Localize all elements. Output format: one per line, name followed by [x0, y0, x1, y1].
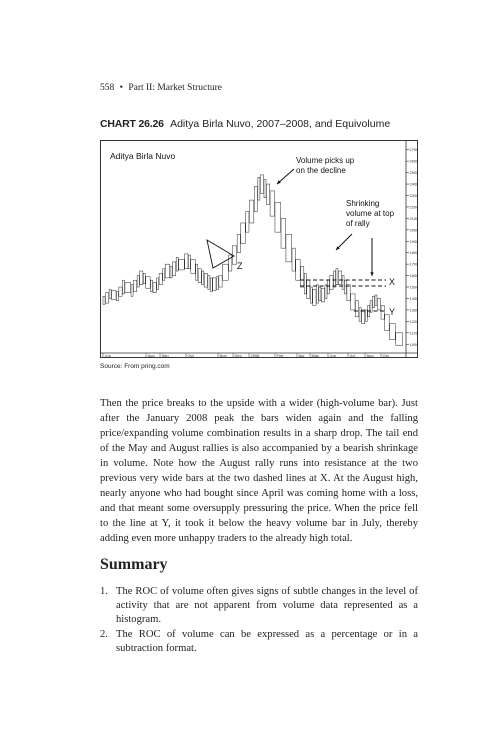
- equivolume-bar: [208, 276, 210, 290]
- equivolume-bar: [338, 271, 341, 285]
- chart-frame: [101, 141, 418, 358]
- annotation-shrinking-volume: Shrinking volume at top of rally: [346, 199, 395, 228]
- equivolume-bar: [140, 271, 143, 285]
- equivolume-bar: [202, 271, 204, 285]
- y-tick-label: 2000: [409, 227, 418, 233]
- y-tick-label: 1900: [409, 238, 418, 244]
- equivolume-bar: [137, 276, 139, 287]
- summary-item: [100, 585, 418, 627]
- equivolume-bar: [185, 254, 188, 269]
- equivolume-bar: [213, 278, 216, 291]
- label-x: X: [389, 277, 396, 287]
- equivolume-bar: [179, 260, 185, 270]
- chart-caption: [100, 118, 390, 130]
- y-tick-label: 2400: [409, 181, 418, 187]
- equivolume-bar: [258, 177, 260, 200]
- y-tick-label: 1500: [409, 284, 418, 290]
- x-tick-label: May: [311, 353, 320, 358]
- equivolume-bar: [237, 234, 240, 252]
- equivolume-bar: [307, 280, 310, 298]
- equivolume-bar: [344, 280, 346, 294]
- equivolume-bar: [170, 266, 172, 277]
- label-z: Z: [237, 261, 243, 271]
- equivolume-bar: [173, 262, 176, 276]
- equivolume-bar: [246, 212, 249, 233]
- equivolume-bar: [157, 278, 159, 289]
- x-tick-label: Aug: [147, 353, 155, 358]
- equivolume-bar: [286, 234, 292, 261]
- y-tick-label: 2100: [409, 215, 418, 221]
- y-tick-label: 2300: [409, 193, 418, 198]
- equivolume-bar: [333, 271, 335, 287]
- equivolume-bar: [210, 278, 212, 292]
- equivolume-bar: [292, 248, 295, 271]
- equivolume-bar: [351, 294, 355, 310]
- x-tick-label: Aug: [366, 353, 374, 358]
- equivolume-bar: [275, 202, 281, 232]
- x-tick-label: Apr: [298, 353, 305, 358]
- equivolume-bar: [270, 191, 274, 216]
- y-tick-label: 1800: [409, 250, 418, 256]
- equivolume-bar: [342, 276, 344, 290]
- equivolume-bar: [347, 285, 350, 301]
- equivolume-bar: [223, 264, 229, 280]
- equivolume-bar: [153, 282, 156, 292]
- equivolume-bar: [260, 175, 263, 193]
- equivolume-bar: [375, 295, 377, 305]
- chart-source: Source: From pring.com: [100, 363, 170, 370]
- equivolume-bar: [316, 285, 318, 303]
- equivolume-bar: [196, 264, 198, 280]
- equivolume-bar: [143, 273, 145, 283]
- summary-item-text: The ROC of volume often gives signs of subtle changes in the level of activity that are not apparent from volume data represented as a histogram.: [116, 586, 418, 625]
- summary-list: [100, 585, 418, 657]
- equivolume-bar: [163, 269, 165, 280]
- equivolume-bar: [131, 285, 133, 296]
- equivolume-bar: [396, 333, 403, 346]
- summary-item-text: The ROC of volume can be expressed as a percentage or in a subtraction format.: [116, 629, 418, 654]
- equivolume-bar: [219, 276, 222, 287]
- equivolume-bar: [355, 301, 358, 317]
- running-header: [100, 83, 222, 93]
- equivolume-bar: [191, 260, 195, 274]
- equivolume-bar: [188, 255, 190, 269]
- equivolume-bar: [321, 288, 324, 302]
- y-tick-label: 2700: [409, 147, 418, 153]
- equivolume-bar: [365, 310, 367, 321]
- equivolume-bar: [109, 289, 111, 298]
- equivolume-bar: [241, 223, 245, 244]
- chart-caption-text: Aditya Birla Nuvo, 2007–2008, and Equivolume: [170, 118, 391, 130]
- equivolume-bar: [146, 277, 150, 288]
- x-tick-label: Nov: [219, 353, 227, 358]
- equivolume-bar: [313, 289, 316, 305]
- equivolume-bar: [266, 184, 269, 205]
- summary-heading: Summary: [100, 556, 168, 573]
- equivolume-bar: [327, 280, 329, 294]
- y-tick-label: 2600: [409, 158, 418, 164]
- equivolume-bar: [359, 308, 361, 322]
- y-tick-label: 2200: [409, 204, 418, 210]
- y-tick-label: 1000: [409, 341, 418, 347]
- equivolume-bar: [133, 280, 136, 291]
- equivolume-bar: [216, 277, 218, 290]
- summary-item-number: 1.: [100, 586, 108, 597]
- x-tick-label: Jul: [349, 353, 355, 358]
- equivolume-bar: [176, 257, 178, 271]
- equivolume-bar: [119, 287, 122, 296]
- equivolume-bar: [390, 324, 396, 340]
- x-tick-label: Dec: [234, 353, 242, 358]
- equivolume-bar: [159, 273, 162, 284]
- label-y: Y: [389, 307, 396, 317]
- equivolume-bar: [125, 282, 131, 292]
- x-tick-label: Jun: [104, 353, 111, 358]
- y-tick-label: 1300: [409, 307, 418, 313]
- equivolume-bar: [281, 218, 285, 248]
- equivolume-bar: [112, 290, 116, 299]
- y-tick-label: 1600: [409, 273, 418, 279]
- equivolume-bar: [105, 293, 108, 303]
- summary-item: [100, 628, 418, 656]
- equivolume-bar: [249, 200, 253, 223]
- equivolume-bar: [116, 292, 118, 301]
- x-tick-label: Jun: [329, 353, 336, 358]
- equivolume-bar: [325, 285, 327, 299]
- equivolume-bar: [330, 276, 333, 290]
- equivolume-bar: [336, 269, 338, 285]
- y-tick-label: 1400: [409, 296, 418, 301]
- equivolume-bar: [123, 280, 125, 294]
- summary-item-number: 2.: [100, 629, 108, 640]
- y-tick-label: 1200: [409, 318, 418, 324]
- equivolume-bar: [103, 296, 105, 304]
- equivolume-bar: [373, 296, 375, 307]
- equivolume-bar: [301, 266, 304, 287]
- equivolume-bar: [362, 310, 365, 324]
- body-paragraph: Then the price breaks to the upside with a wider (high-volume bar). Just after the January 2008 peak the bars widen again and the falling price/expanding volume combination results in a sharp drop. The tail end of the May and August rallies is also accompanied by a bearish shrinkage in volume. Note how the August rally runs into resistance at the two previous very wide bars at the two dashed lines at X. At the August high, nearly anyone who had bought since April was coming home with a loss, and that meant some oversupply pressuring the price. When the price fell to the line at Y, it took it below the heavy volume bar in July, thereby adding even more unhappy traders to the already high total.: [100, 398, 418, 544]
- price-chart: [100, 140, 418, 358]
- page-number: 558: [100, 83, 115, 93]
- x-tick-label: Oct: [187, 353, 194, 358]
- chart-title: Aditya Birla Nuvo: [110, 151, 176, 161]
- equivolume-bar: [254, 186, 257, 211]
- x-tick-label: Sep: [161, 353, 169, 358]
- header-separator: •: [119, 83, 123, 93]
- part-title: Part II: Market Structure: [128, 83, 222, 93]
- x-tick-label: Oct: [382, 353, 389, 358]
- y-tick-label: 2500: [409, 170, 418, 176]
- equivolume-bar: [319, 287, 321, 301]
- equivolume-bar: [310, 287, 312, 303]
- equivolume-bar: [204, 273, 207, 287]
- y-tick-label: 1100: [409, 330, 418, 336]
- equivolume-bar: [165, 264, 169, 278]
- equivolume-bar: [198, 269, 201, 283]
- chart-caption-label: CHART 26.26: [100, 118, 164, 130]
- x-tick-label: Feb: [276, 353, 284, 358]
- equivolume-bar: [377, 299, 380, 310]
- equivolume-bar: [304, 273, 306, 294]
- equivolume-bar: [151, 280, 153, 291]
- annotation-volume-picks-up: Volume picks up on the decline: [296, 156, 355, 175]
- x-tick-label: 2008: [250, 353, 260, 358]
- equivolume-bar: [264, 179, 266, 197]
- equivolume-bar: [381, 305, 384, 319]
- y-tick-label: 1700: [409, 261, 418, 267]
- equivolume-bar: [296, 260, 300, 281]
